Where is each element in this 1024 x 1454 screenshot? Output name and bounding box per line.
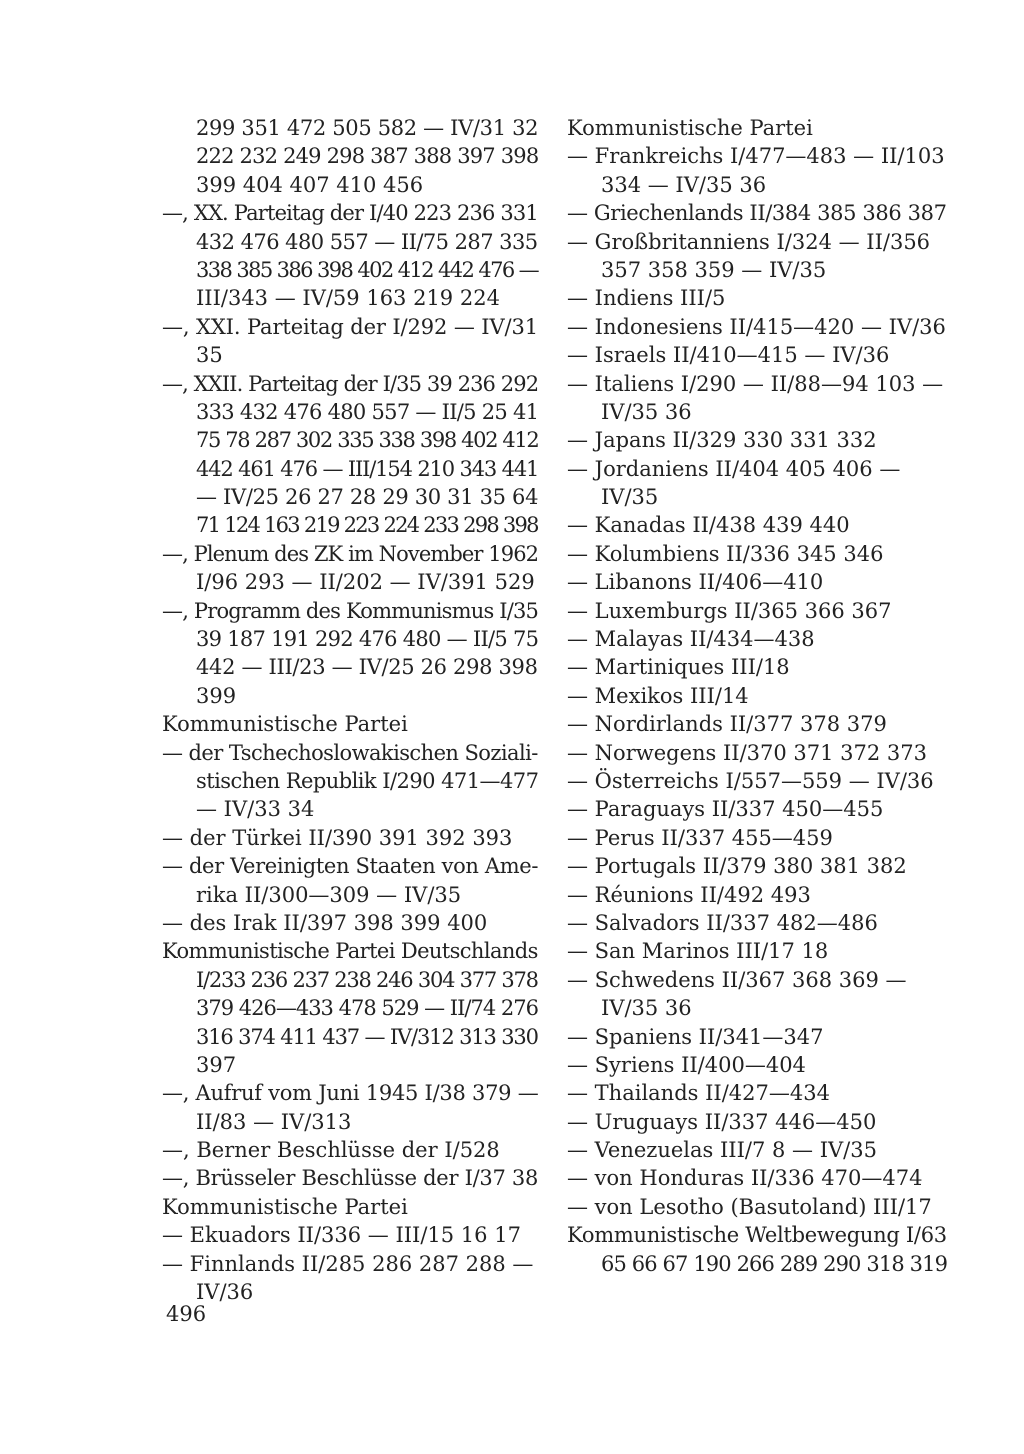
index-line: IV/36 [196, 1280, 254, 1305]
index-line: I/233 236 237 238 246 304 377 378 [196, 967, 538, 992]
index-line: — Kolumbiens II/336 345 346 [567, 541, 884, 566]
index-line: —, XX. Parteitag der I/40 223 236 331 [162, 201, 538, 226]
index-line: — der Türkei II/390 391 392 393 [162, 825, 513, 850]
index-line: — Schwedens II/367 368 369 — [567, 967, 907, 992]
index-column-right [567, 114, 947, 1278]
index-line: IV/35 36 [601, 996, 692, 1021]
page-number: 496 [166, 1302, 207, 1326]
index-line: — San Marinos III/17 18 [567, 939, 829, 964]
index-line: —, XXII. Parteitag der I/35 39 236 292 [162, 371, 539, 396]
index-line: 71 124 163 219 223 224 233 298 398 [196, 513, 538, 538]
index-line: — Indonesiens II/415—420 — IV/36 [567, 314, 946, 339]
index-line: — Österreichs I/557—559 — IV/36 [567, 768, 934, 793]
index-line: rika II/300—309 — IV/35 [196, 882, 462, 907]
index-line: —, Brüsseler Beschlüsse der I/37 38 [162, 1166, 539, 1191]
index-column-left [162, 114, 538, 1306]
index-line: — Perus II/337 455—459 [567, 825, 833, 850]
index-line: 397 [196, 1052, 237, 1077]
index-line: — Italiens I/290 — II/88—94 103 — [567, 371, 944, 396]
index-line: II/83 — IV/313 [196, 1109, 352, 1134]
index-line: — Ekuadors II/336 — III/15 16 17 [162, 1223, 521, 1248]
index-line: — Indiens III/5 [567, 286, 726, 311]
index-line: — Uruguays II/337 446—450 [567, 1109, 877, 1134]
index-line: —, XXI. Parteitag der I/292 — IV/31 [162, 314, 538, 339]
index-line: — Syriens II/400—404 [567, 1052, 806, 1077]
index-line: — Norwegens II/370 371 372 373 [567, 740, 928, 765]
index-line: —, Berner Beschlüsse der I/528 [162, 1138, 500, 1163]
index-line: — Martiniques III/18 [567, 655, 790, 680]
index-line: — Nordirlands II/377 378 379 [567, 712, 887, 737]
index-line: — Griechenlands II/384 385 386 387 [567, 201, 947, 226]
index-line: — des Irak II/397 398 399 400 [162, 910, 488, 935]
index-line: — Paraguays II/337 450—455 [567, 797, 884, 822]
index-line: 299 351 472 505 582 — IV/31 32 [196, 116, 539, 140]
index-line: Kommunistische Partei [567, 116, 813, 140]
index-line: III/343 — IV/59 163 219 224 [196, 286, 500, 311]
index-line: 222 232 249 298 387 388 397 398 [196, 144, 539, 169]
index-line: — Libanons II/406—410 [567, 570, 824, 595]
index-line: 316 374 411 437 — IV/312 313 330 [196, 1024, 538, 1049]
index-line: IV/35 [601, 485, 659, 510]
index-line: 35 [196, 343, 223, 368]
index-line: Kommunistische Partei [162, 1194, 408, 1219]
index-line: — IV/25 26 27 28 29 30 31 35 64 [196, 485, 539, 510]
index-line: 39 187 191 292 476 480 — II/5 75 [196, 627, 539, 652]
index-line: — Luxemburgs II/365 366 367 [567, 598, 892, 623]
index-line: — Frankreichs I/477—483 — II/103 [567, 144, 945, 169]
index-line: 399 404 407 410 456 [196, 172, 424, 197]
index-line: — von Lesotho (Basutoland) III/17 [567, 1194, 932, 1219]
index-line: — Japans II/329 330 331 332 [567, 428, 877, 453]
index-line: —, Programm des Kommunismus I/35 [162, 598, 539, 623]
index-line: — Finnlands II/285 286 287 288 — [162, 1251, 534, 1276]
index-line: — Israels II/410—415 — IV/36 [567, 343, 890, 368]
index-line: IV/35 36 [601, 399, 692, 424]
index-line: 442 — III/23 — IV/25 26 298 398 [196, 655, 538, 680]
index-line: — Großbritanniens I/324 — II/356 [567, 229, 931, 254]
index-line: — IV/33 34 [196, 797, 315, 822]
index-line: 357 358 359 — IV/35 [601, 257, 827, 282]
index-line: — Venezuelas III/7 8 — IV/35 [567, 1138, 877, 1163]
index-line: 432 476 480 557 — II/75 287 335 [196, 229, 538, 254]
index-line: I/96 293 — II/202 — IV/391 529 [196, 570, 535, 595]
index-line: 338 385 386 398 402 412 442 476 — [196, 257, 539, 282]
index-line: — Kanadas II/438 439 440 [567, 513, 850, 538]
index-line: Kommunistische Partei Deutschlands [162, 939, 538, 964]
index-line: 75 78 287 302 335 338 398 402 412 [196, 428, 539, 453]
index-line: Kommunistische Partei [162, 712, 408, 737]
index-line: — von Honduras II/336 470—474 [567, 1166, 923, 1191]
index-line: 442 461 476 — III/154 210 343 441 [196, 456, 539, 481]
index-line: — Mexikos III/14 [567, 683, 749, 708]
index-line: — Thailands II/427—434 [567, 1081, 830, 1106]
index-line: 379 426—433 478 529 — II/74 276 [196, 996, 538, 1021]
index-line: 334 — IV/35 36 [601, 172, 767, 197]
index-line: — der Vereinigten Staaten von Ame- [162, 854, 539, 879]
index-line: — der Tschechoslowakischen Soziali- [162, 740, 538, 765]
index-line: — Salvadors II/337 482—486 [567, 910, 878, 935]
index-line: — Portugals II/379 380 381 382 [567, 854, 907, 879]
index-line: — Malayas II/434—438 [567, 627, 815, 652]
index-line: — Jordaniens II/404 405 406 — [567, 456, 901, 481]
index-line: Kommunistische Weltbewegung I/63 [567, 1223, 947, 1248]
index-line: 65 66 67 190 266 289 290 318 319 [601, 1251, 948, 1276]
index-line: — Spaniens II/341—347 [567, 1024, 824, 1049]
index-line: —, Plenum des ZK im November 1962 [162, 541, 539, 566]
index-line: — Réunions II/492 493 [567, 882, 811, 907]
index-line: —, Aufruf vom Juni 1945 I/38 379 — [162, 1081, 539, 1106]
index-line: 333 432 476 480 557 — II/5 25 41 [196, 399, 539, 424]
index-line: stischen Republik I/290 471—477 [196, 768, 539, 793]
index-line: 399 [196, 683, 237, 708]
